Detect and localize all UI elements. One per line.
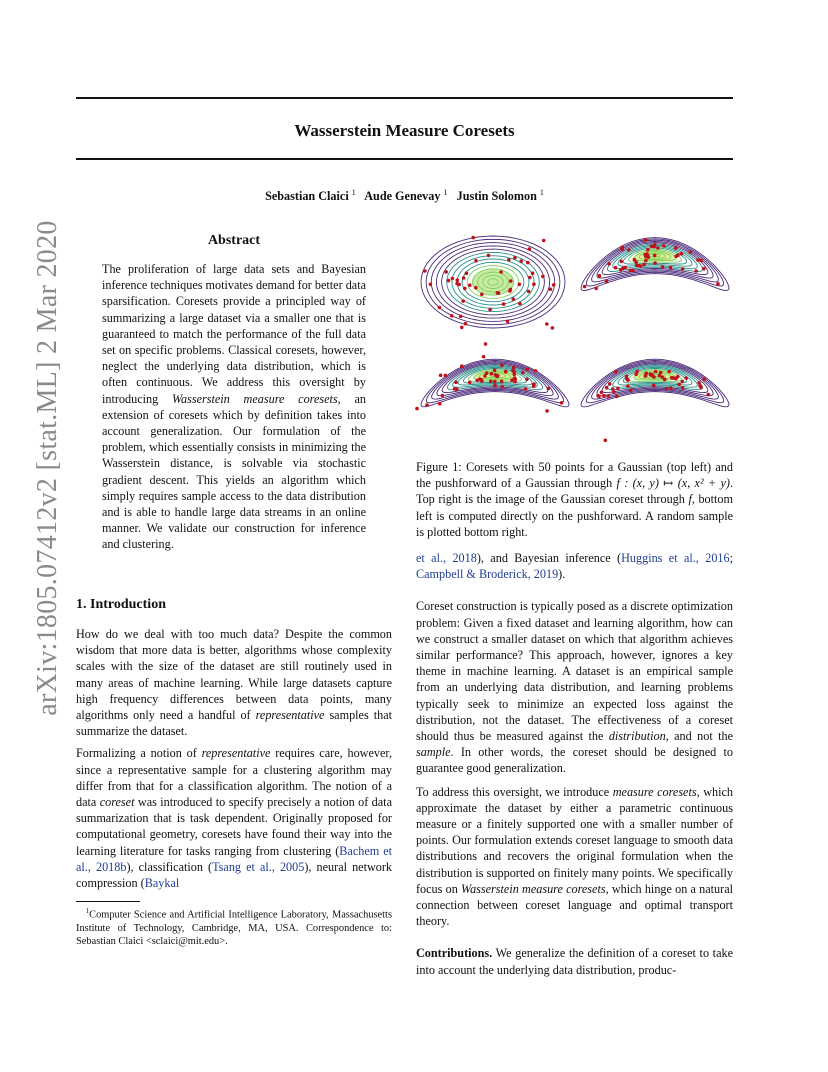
- coreset-point: [661, 265, 665, 269]
- author-name: Aude Genevay: [364, 189, 441, 204]
- coreset-point: [480, 293, 484, 297]
- coreset-point: [612, 390, 616, 394]
- abstract-body: The proliferation of large data sets and Bayesian inference techniques motivates demand for better data sparsification. Coresets provide a principled way of summarizing a large dataset via a smaller one that is guaranteed to match the performance of the full data set on specific problems. Classical coresets, however, neglect the underlying data distribution, which is often continuous. We address this oversight by introducing Wasserstein measure coresets, an extension of coresets which by definition takes into account generalization. Our formulation of the problem, which essentially consists in minimizing the Wasserstein distance, is solvable via stochastic gradient descent. This yields an algorithm which simply requires sample access to the data distribution and is able to handle large data streams in an online manner. We validate our construction for inference and clustering.: [102, 262, 366, 552]
- author-list: [76, 188, 733, 204]
- coreset-point: [438, 402, 442, 406]
- coreset-point: [512, 370, 516, 374]
- coreset-point: [600, 391, 604, 395]
- coreset-point: [482, 355, 486, 359]
- coreset-point: [614, 266, 618, 270]
- citation-link[interactable]: et al., 2018: [416, 551, 477, 565]
- coreset-point: [513, 256, 517, 260]
- coreset-point: [429, 283, 433, 287]
- coreset-point: [518, 283, 522, 287]
- coreset-point: [504, 370, 508, 374]
- coreset-point: [526, 261, 530, 265]
- coreset-point: [456, 278, 460, 282]
- coreset-point: [654, 370, 658, 374]
- coreset-point: [677, 383, 681, 387]
- coreset-point: [465, 271, 469, 275]
- coreset-point: [531, 271, 535, 275]
- coreset-point: [552, 283, 556, 287]
- footnote: $^1$Computer Science and Artificial Intelligence Laboratory, Massachusetts Institute of Technology, Cambridge, MA, USA. Correspondence to: Sebastian Claici <sclaici@mit.edu>.: [76, 907, 392, 948]
- coreset-point: [455, 387, 459, 391]
- coreset-point: [653, 254, 657, 258]
- coreset-point: [674, 246, 678, 250]
- author-affiliation-mark: 1: [443, 188, 448, 197]
- coreset-point: [461, 299, 465, 303]
- coreset-point: [518, 302, 522, 306]
- coreset-point: [502, 302, 506, 306]
- citation-link[interactable]: Bachem et al., 2018b: [76, 843, 392, 874]
- figure-caption: Figure 1: Coresets with 50 points for a Gaussian (top left) and the pushforward of a Gaussian through f : (x, y) ↦ (x, x² + y). Top right is the image of the Gaussian coreset through f, bottom left is computed directly on the pushforward. A random sample is plotted bottom right.: [416, 460, 733, 539]
- author-name: Sebastian Claici: [265, 189, 349, 204]
- paragraph: et al., 2018), and Bayesian inference (Huggins et al., 2016; Campbell & Broderick, 2019).: [416, 551, 734, 582]
- coreset-point: [551, 326, 555, 330]
- coreset-point: [415, 407, 419, 411]
- coreset-point: [642, 263, 646, 267]
- right-column-text: [416, 550, 733, 978]
- coreset-point: [644, 259, 648, 263]
- title-rule-top: [76, 97, 733, 99]
- coreset-point: [447, 279, 451, 283]
- coreset-point: [528, 276, 532, 280]
- coreset-point: [524, 387, 528, 391]
- introduction-text: [76, 626, 392, 891]
- contributions-heading: Contributions.: [416, 946, 493, 961]
- coreset-point: [450, 314, 454, 318]
- coreset-point: [626, 384, 630, 388]
- coreset-point: [598, 274, 602, 278]
- footnote-rule: [76, 901, 140, 902]
- coreset-point: [707, 393, 711, 397]
- coreset-point: [508, 289, 512, 293]
- coreset-point: [519, 259, 523, 263]
- arxiv-stamp: arXiv:1805.07412v2 [stat.ML] 2 Mar 2020: [32, 220, 63, 716]
- author-affiliation-mark: 1: [539, 188, 544, 197]
- coreset-point: [620, 245, 624, 249]
- coreset-point: [670, 376, 674, 380]
- coreset-point: [659, 371, 663, 375]
- coreset-point: [697, 381, 701, 385]
- coreset-point: [594, 287, 598, 291]
- coreset-point: [549, 287, 553, 291]
- coreset-point: [699, 259, 703, 263]
- coreset-point: [607, 262, 611, 266]
- coreset-point: [493, 368, 497, 372]
- coreset-point: [487, 254, 491, 258]
- coreset-point: [606, 394, 610, 398]
- coreset-point: [681, 386, 685, 390]
- coreset-point: [497, 291, 501, 295]
- coreset-point: [464, 322, 468, 326]
- paper-title: Wasserstein Measure Coresets: [294, 121, 515, 140]
- coreset-point: [500, 385, 504, 389]
- coreset-point: [633, 258, 637, 262]
- coreset-point: [471, 236, 475, 240]
- coreset-point: [545, 322, 549, 326]
- coreset-point: [444, 270, 448, 274]
- title-rule-bottom: [76, 158, 733, 160]
- coreset-point: [460, 326, 464, 330]
- coreset-point: [681, 380, 685, 384]
- coreset-point: [684, 376, 688, 380]
- coreset-point: [694, 269, 698, 273]
- paragraph: Formalizing a notion of representative requires care, however, since a representative sample for a clustering algorithm may differ from that for a classification algorithm. The notion of a data coreset was introduced to specify precisely a notion of data summarization that is task dependent. Originally proposed for computational geometry, coresets have found their way into the learning literature for tasks ranging from clustering (Bachem et al., 2018b), classification (Tsang et al., 2005), neural network compression (Baykal: [76, 746, 393, 891]
- coreset-point: [462, 276, 466, 280]
- coreset-point: [635, 264, 639, 268]
- coreset-point: [457, 283, 461, 287]
- coreset-point: [542, 239, 546, 243]
- coreset-point: [493, 380, 497, 384]
- coreset-point: [509, 279, 513, 283]
- paragraph: How do we deal with too much data? Despite the common wisdom that more data is better, algorithms whose complexity scales with the size of the dataset are still routinely used in many areas of machine learning. While large datasets capture high frequency differences between data points, many algorithms only need a handful of representative samples that summarize the dataset.: [76, 627, 392, 739]
- coreset-point: [650, 245, 654, 249]
- coreset-point: [444, 374, 448, 378]
- coreset-point: [441, 394, 445, 398]
- coreset-point: [451, 277, 455, 281]
- coreset-point: [532, 383, 536, 387]
- coreset-point: [696, 258, 700, 262]
- coreset-point: [468, 283, 472, 287]
- coreset-point: [493, 384, 497, 388]
- author-affiliation-mark: 1: [351, 188, 356, 197]
- coreset-point: [644, 372, 648, 376]
- coreset-point: [507, 258, 511, 262]
- coreset-point: [616, 387, 620, 391]
- coreset-point: [662, 244, 666, 248]
- paragraph: Coreset construction is typically posed as a discrete optimization problem: Given a fixed dataset and learning algorithm, how can we construct a smaller dataset on which that algorithm achieves similar performance? This approach, however, ignores a key theme in machine learning. A dataset is an empirical sample from an underlying data distribution, and learning problems typically seek to minimize an expected loss against the distribution, not the dataset. The effectiveness of a coreset should thus be measured against the distribution, and not the sample. In other words, the coreset should be designed to guarantee good generalization.: [416, 599, 733, 776]
- coreset-point: [629, 388, 633, 392]
- coreset-point: [500, 380, 504, 384]
- coreset-point: [463, 287, 467, 291]
- coreset-point: [528, 247, 532, 251]
- coreset-point: [619, 268, 623, 272]
- coreset-point: [656, 246, 660, 250]
- coreset-point: [636, 370, 640, 374]
- coreset-point: [474, 286, 478, 290]
- coreset-point: [474, 259, 478, 263]
- coreset-point: [615, 395, 619, 399]
- figure-coreset-plots: [415, 232, 733, 450]
- coreset-point: [608, 382, 612, 386]
- coreset-point: [653, 261, 657, 265]
- coreset-point: [489, 380, 493, 384]
- coreset-point: [605, 386, 609, 390]
- citation-link[interactable]: Tsang et al., 2005: [212, 859, 305, 874]
- coreset-point: [645, 252, 649, 256]
- coreset-point: [438, 306, 442, 310]
- coreset-point: [484, 342, 488, 346]
- coreset-point: [681, 267, 685, 271]
- coreset-point: [545, 409, 549, 413]
- coreset-point: [702, 377, 706, 381]
- coreset-point: [488, 308, 492, 312]
- coreset-point: [627, 248, 631, 252]
- section-heading-introduction: 1. Introduction: [76, 597, 166, 612]
- coreset-point: [521, 371, 525, 375]
- citation-link[interactable]: Huggins et al., 2016: [621, 551, 730, 565]
- coreset-point: [602, 394, 606, 398]
- coreset-point: [459, 315, 463, 319]
- coreset-point: [702, 267, 706, 271]
- citation-link[interactable]: Campbell & Broderick, 2019: [416, 567, 559, 582]
- coreset-point: [423, 269, 427, 273]
- coreset-point: [511, 297, 515, 301]
- coreset-point: [631, 269, 635, 273]
- coreset-point: [660, 375, 664, 379]
- coreset-point: [652, 375, 656, 379]
- coreset-point: [698, 384, 702, 388]
- coreset-point: [526, 368, 530, 372]
- coreset-point: [674, 377, 678, 381]
- coreset-point: [547, 387, 551, 391]
- coreset-point: [439, 374, 443, 378]
- coreset-point: [674, 255, 678, 259]
- coreset-point: [500, 364, 504, 368]
- coreset-point: [479, 378, 483, 382]
- coreset-point: [425, 403, 429, 407]
- coreset-point: [510, 378, 514, 382]
- coreset-point: [623, 266, 627, 270]
- coreset-point: [506, 320, 510, 324]
- coreset-point: [665, 387, 669, 391]
- coreset-point: [596, 394, 600, 398]
- coreset-point: [483, 374, 487, 378]
- coreset-point: [499, 270, 503, 274]
- coreset-point: [604, 439, 608, 443]
- coreset-point: [614, 370, 618, 374]
- coreset-point: [644, 238, 648, 242]
- coreset-point: [475, 379, 479, 383]
- coreset-point: [667, 370, 671, 374]
- paragraph: To address this oversight, we introduce measure coresets, which approximate the dataset by either a parametric continuous measure or a finitely supported one with a smaller number of points. Our formulation extends coreset language to smooth data distributions and recovers the original formulation when the distribution is supported on finitely many points. We specifically focus on Wasserstein measure coresets, which hinge on a natural connection between coreset language and optimal transport theory.: [416, 784, 734, 929]
- coreset-point: [468, 381, 472, 385]
- citation-link[interactable]: Baykal: [144, 876, 180, 891]
- coreset-point: [527, 290, 531, 294]
- coreset-point: [680, 252, 684, 256]
- coreset-point: [669, 387, 673, 391]
- coreset-point: [689, 251, 693, 255]
- coreset-point: [460, 364, 464, 368]
- coreset-point: [646, 248, 650, 252]
- paragraph: Contributions. We generalize the definition of a coreset to take into account the underlying data distribution, produc-: [416, 946, 733, 977]
- coreset-point: [512, 366, 516, 370]
- coreset-point: [648, 372, 652, 376]
- coreset-point: [534, 369, 538, 373]
- coreset-point: [620, 260, 624, 264]
- coreset-point: [605, 279, 609, 283]
- coreset-point: [494, 373, 498, 377]
- coreset-point: [525, 378, 529, 382]
- coreset-point: [560, 401, 564, 405]
- author-name: Justin Solomon: [456, 189, 537, 204]
- coreset-point: [716, 282, 720, 286]
- abstract-heading: Abstract: [207, 233, 261, 248]
- coreset-point: [490, 372, 494, 376]
- coreset-point: [626, 378, 630, 382]
- contour-line: [472, 269, 513, 295]
- coreset-point: [669, 266, 673, 270]
- coreset-point: [583, 285, 587, 289]
- coreset-point: [454, 381, 458, 385]
- coreset-point: [532, 282, 536, 286]
- coreset-point: [652, 384, 656, 388]
- coreset-point: [541, 275, 545, 279]
